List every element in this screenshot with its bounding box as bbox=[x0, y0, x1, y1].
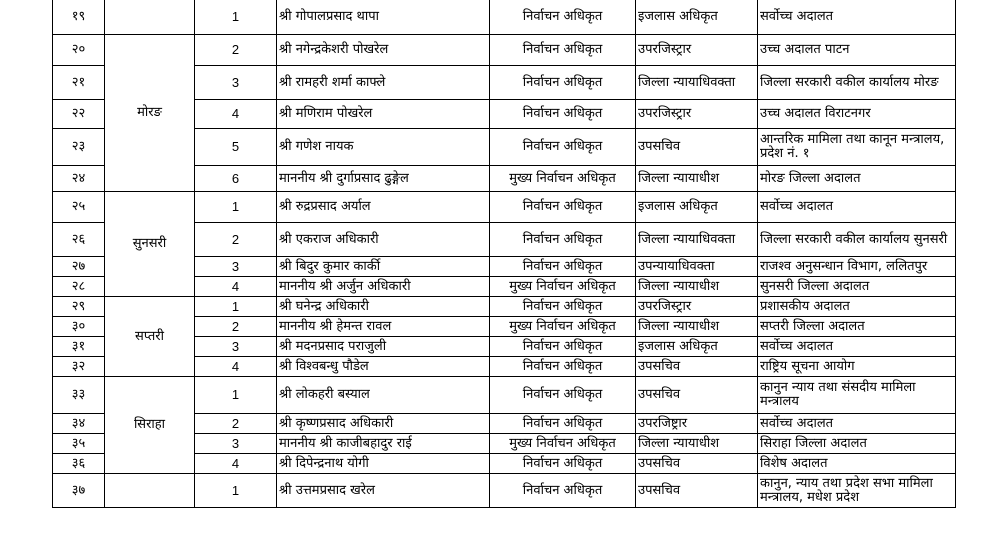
election-role-cell: निर्वाचन अधिकृत bbox=[490, 129, 636, 166]
officer-name-cell: श्री उत्तमप्रसाद खरेल bbox=[277, 474, 490, 508]
election-role-cell: निर्वाचन अधिकृत bbox=[490, 474, 636, 508]
office-cell: मोरङ जिल्ला अदालत bbox=[758, 166, 956, 192]
officer-name-cell: माननीय श्री अर्जुन अधिकारी bbox=[277, 277, 490, 297]
district-order-cell: 4 bbox=[195, 454, 277, 474]
officer-name-cell: श्री दिपेन्द्रनाथ योगी bbox=[277, 454, 490, 474]
district-cell bbox=[105, 474, 195, 508]
election-role-cell: मुख्य निर्वाचन अधिकृत bbox=[490, 166, 636, 192]
office-cell: सर्वोच्च अदालत bbox=[758, 0, 956, 35]
post-cell: उपसचिव bbox=[636, 454, 758, 474]
election-role-cell: मुख्य निर्वाचन अधिकृत bbox=[490, 277, 636, 297]
election-role-cell: निर्वाचन अधिकृत bbox=[490, 337, 636, 357]
officer-name-cell: श्री एकराज अधिकारी bbox=[277, 223, 490, 257]
serial-number-cell: ३३ bbox=[53, 377, 105, 414]
officer-name-cell: श्री विश्वबन्धु पौडेल bbox=[277, 357, 490, 377]
office-cell: सप्तरी जिल्ला अदालत bbox=[758, 317, 956, 337]
serial-number-cell: २६ bbox=[53, 223, 105, 257]
office-cell: कानुन, न्याय तथा प्रदेश सभा मामिला मन्त्रालय, मधेश प्रदेश bbox=[758, 474, 956, 508]
serial-number-cell: २७ bbox=[53, 257, 105, 277]
officer-name-cell: माननीय श्री काजीबहादुर राई bbox=[277, 434, 490, 454]
officer-name-cell: श्री मणिराम पोखरेल bbox=[277, 100, 490, 129]
district-order-cell: 3 bbox=[195, 257, 277, 277]
office-cell: कानुन न्याय तथा संसदीय मामिला मन्त्रालय bbox=[758, 377, 956, 414]
district-order-cell: 1 bbox=[195, 474, 277, 508]
table-row bbox=[53, 377, 956, 414]
serial-number-cell: ३१ bbox=[53, 337, 105, 357]
serial-number-cell: ३४ bbox=[53, 414, 105, 434]
officer-name-cell: श्री बिदुर कुमार कार्की bbox=[277, 257, 490, 277]
district-order-cell: 6 bbox=[195, 166, 277, 192]
election-role-cell: मुख्य निर्वाचन अधिकृत bbox=[490, 317, 636, 337]
officer-name-cell: श्री नगेन्द्रकेशरी पोखरेल bbox=[277, 35, 490, 66]
district-cell: सप्तरी bbox=[105, 297, 195, 377]
serial-number-cell: २३ bbox=[53, 129, 105, 166]
office-cell: राजश्व अनुसन्धान विभाग, ललितपुर bbox=[758, 257, 956, 277]
office-cell: विशेष अदालत bbox=[758, 454, 956, 474]
post-cell: उपरजिस्ट्रार bbox=[636, 100, 758, 129]
election-role-cell: निर्वाचन अधिकृत bbox=[490, 414, 636, 434]
election-role-cell: निर्वाचन अधिकृत bbox=[490, 297, 636, 317]
serial-number-cell: ३० bbox=[53, 317, 105, 337]
post-cell: उपसचिव bbox=[636, 357, 758, 377]
serial-number-cell: २८ bbox=[53, 277, 105, 297]
office-cell: सिराहा जिल्ला अदालत bbox=[758, 434, 956, 454]
district-order-cell: 2 bbox=[195, 35, 277, 66]
post-cell: इजलास अधिकृत bbox=[636, 337, 758, 357]
district-order-cell: 2 bbox=[195, 414, 277, 434]
election-role-cell: निर्वाचन अधिकृत bbox=[490, 357, 636, 377]
serial-number-cell: २२ bbox=[53, 100, 105, 129]
post-cell: जिल्ला न्यायाधीश bbox=[636, 277, 758, 297]
table-row bbox=[53, 0, 956, 35]
office-cell: सर्वोच्च अदालत bbox=[758, 337, 956, 357]
district-order-cell: 2 bbox=[195, 223, 277, 257]
post-cell: इजलास अधिकृत bbox=[636, 0, 758, 35]
district-order-cell: 1 bbox=[195, 377, 277, 414]
office-cell: सुनसरी जिल्ला अदालत bbox=[758, 277, 956, 297]
serial-number-cell: ३६ bbox=[53, 454, 105, 474]
table-row bbox=[53, 192, 956, 223]
district-cell: मोरङ bbox=[105, 35, 195, 192]
post-cell: उपसचिव bbox=[636, 377, 758, 414]
officer-name-cell: माननीय श्री हेमन्त रावल bbox=[277, 317, 490, 337]
table-row bbox=[53, 35, 956, 66]
district-cell: सुनसरी bbox=[105, 192, 195, 297]
post-cell: जिल्ला न्यायाधीश bbox=[636, 317, 758, 337]
post-cell: उपन्यायाधिवक्ता bbox=[636, 257, 758, 277]
serial-number-cell: १९ bbox=[53, 0, 105, 35]
post-cell: जिल्ला न्यायाधिवक्ता bbox=[636, 223, 758, 257]
office-cell: राष्ट्रिय सूचना आयोग bbox=[758, 357, 956, 377]
election-role-cell: निर्वाचन अधिकृत bbox=[490, 377, 636, 414]
post-cell: उपसचिव bbox=[636, 129, 758, 166]
election-role-cell: निर्वाचन अधिकृत bbox=[490, 192, 636, 223]
district-order-cell: 4 bbox=[195, 277, 277, 297]
officer-name-cell: श्री गणेश नायक bbox=[277, 129, 490, 166]
office-cell: आन्तरिक मामिला तथा कानून मन्त्रालय, प्रदेश नं. १ bbox=[758, 129, 956, 166]
officer-name-cell: श्री कृष्णप्रसाद अधिकारी bbox=[277, 414, 490, 434]
serial-number-cell: २० bbox=[53, 35, 105, 66]
district-order-cell: 3 bbox=[195, 337, 277, 357]
office-cell: जिल्ला सरकारी वकील कार्यालय मोरङ bbox=[758, 66, 956, 100]
serial-number-cell: २१ bbox=[53, 66, 105, 100]
office-cell: सर्वोच्च अदालत bbox=[758, 192, 956, 223]
table-row bbox=[53, 297, 956, 317]
table-row bbox=[53, 474, 956, 508]
election-role-cell: निर्वाचन अधिकृत bbox=[490, 223, 636, 257]
officer-name-cell: श्री मदनप्रसाद पराजुली bbox=[277, 337, 490, 357]
post-cell: जिल्ला न्यायाधीश bbox=[636, 434, 758, 454]
office-cell: जिल्ला सरकारी वकील कार्यालय सुनसरी bbox=[758, 223, 956, 257]
election-role-cell: निर्वाचन अधिकृत bbox=[490, 0, 636, 35]
election-role-cell: निर्वाचन अधिकृत bbox=[490, 454, 636, 474]
serial-number-cell: २५ bbox=[53, 192, 105, 223]
post-cell: उपरजिस्ट्रार bbox=[636, 297, 758, 317]
officer-name-cell: माननीय श्री दुर्गाप्रसाद ढुङ्गेल bbox=[277, 166, 490, 192]
election-role-cell: निर्वाचन अधिकृत bbox=[490, 100, 636, 129]
serial-number-cell: २९ bbox=[53, 297, 105, 317]
post-cell: जिल्ला न्यायाधिवक्ता bbox=[636, 66, 758, 100]
district-order-cell: 3 bbox=[195, 434, 277, 454]
district-order-cell: 1 bbox=[195, 297, 277, 317]
office-cell: उच्च अदालत पाटन bbox=[758, 35, 956, 66]
district-order-cell: 4 bbox=[195, 357, 277, 377]
serial-number-cell: ३२ bbox=[53, 357, 105, 377]
officer-name-cell: श्री गोपालप्रसाद थापा bbox=[277, 0, 490, 35]
officer-name-cell: श्री घनेन्द्र अधिकारी bbox=[277, 297, 490, 317]
serial-number-cell: ३७ bbox=[53, 474, 105, 508]
post-cell: जिल्ला न्यायाधीश bbox=[636, 166, 758, 192]
district-order-cell: 3 bbox=[195, 66, 277, 100]
election-role-cell: निर्वाचन अधिकृत bbox=[490, 35, 636, 66]
serial-number-cell: २४ bbox=[53, 166, 105, 192]
officer-name-cell: श्री रुद्रप्रसाद अर्याल bbox=[277, 192, 490, 223]
serial-number-cell: ३५ bbox=[53, 434, 105, 454]
election-role-cell: निर्वाचन अधिकृत bbox=[490, 257, 636, 277]
table-body bbox=[53, 0, 956, 508]
district-order-cell: 5 bbox=[195, 129, 277, 166]
district-cell bbox=[105, 0, 195, 35]
office-cell: उच्च अदालत विराटनगर bbox=[758, 100, 956, 129]
district-cell: सिराहा bbox=[105, 377, 195, 474]
post-cell: इजलास अधिकृत bbox=[636, 192, 758, 223]
post-cell: उपरजिष्ट्रार bbox=[636, 414, 758, 434]
district-order-cell: 4 bbox=[195, 100, 277, 129]
post-cell: उपरजिस्ट्रार bbox=[636, 35, 758, 66]
office-cell: प्रशासकीय अदालत bbox=[758, 297, 956, 317]
district-order-cell: 2 bbox=[195, 317, 277, 337]
district-order-cell: 1 bbox=[195, 192, 277, 223]
officers-table bbox=[52, 0, 956, 508]
officer-name-cell: श्री लोकहरी बस्याल bbox=[277, 377, 490, 414]
district-order-cell: 1 bbox=[195, 0, 277, 35]
election-role-cell: मुख्य निर्वाचन अधिकृत bbox=[490, 434, 636, 454]
post-cell: उपसचिव bbox=[636, 474, 758, 508]
officer-name-cell: श्री रामहरी शर्मा काफ्ले bbox=[277, 66, 490, 100]
office-cell: सर्वोच्च अदालत bbox=[758, 414, 956, 434]
election-role-cell: निर्वाचन अधिकृत bbox=[490, 66, 636, 100]
